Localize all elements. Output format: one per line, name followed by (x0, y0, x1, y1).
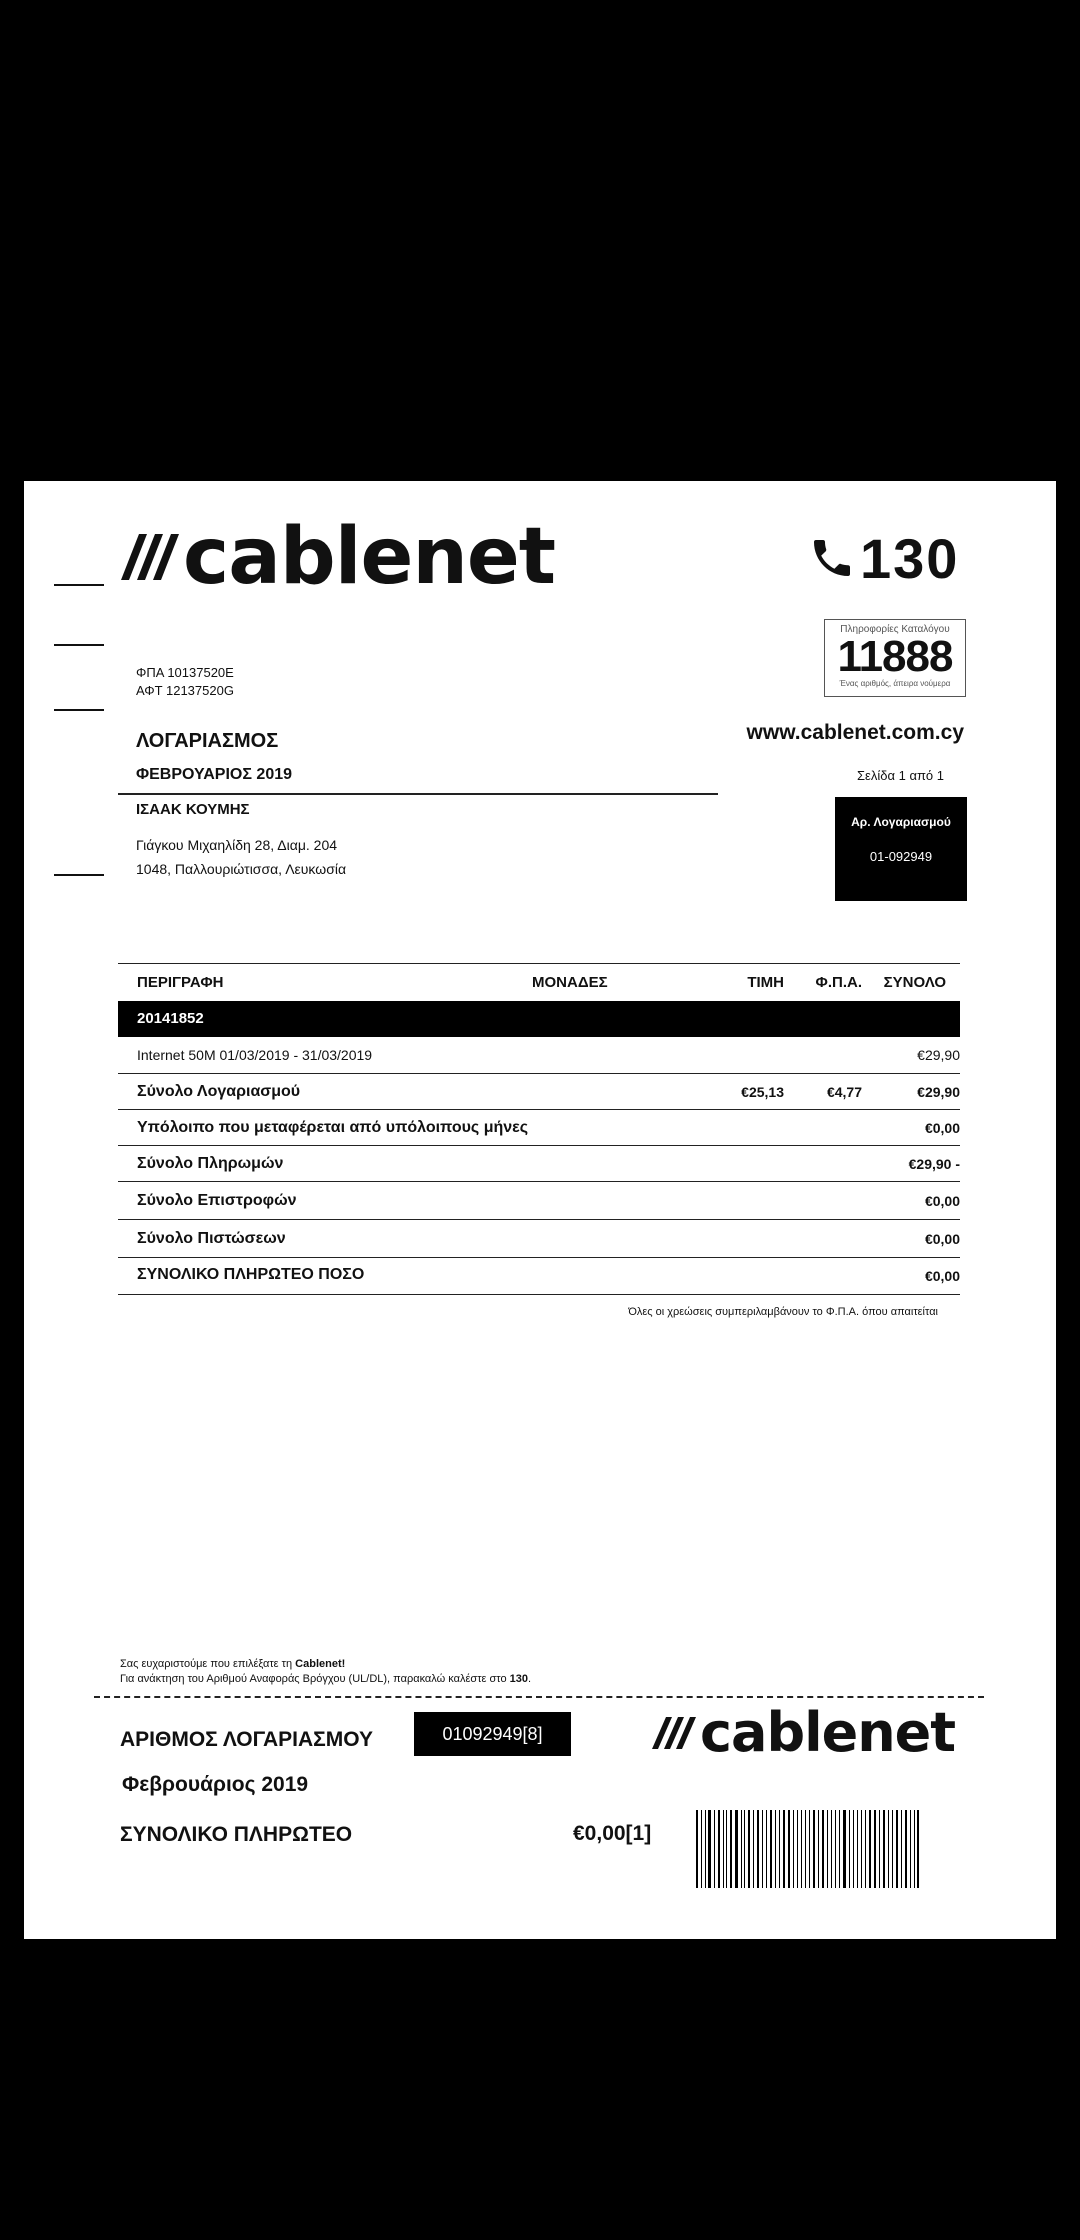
summary-row-payments: Σύνολο Πληρωμών €29,90 - (118, 1145, 960, 1182)
table-header: ΠΕΡΙΓΡΑΦΗ ΜΟΝΑΔΕΣ ΤΙΜΗ Φ.Π.Α. ΣΥΝΟΛΟ (118, 963, 960, 1000)
cablenet-logo: cablenet (119, 517, 555, 597)
barcode-bar (809, 1810, 810, 1888)
barcode-bar (762, 1810, 763, 1888)
company-ids (136, 664, 234, 700)
vat-number: ΦΠΑ 10137520E (136, 665, 234, 680)
fold-mark (54, 874, 104, 876)
barcode-bar (917, 1810, 919, 1888)
barcode-bar (701, 1810, 702, 1888)
barcode-bar (888, 1810, 889, 1888)
barcode-bar (753, 1810, 754, 1888)
barcode-bar (869, 1810, 871, 1888)
summary-row-carried-balance: Υπόλοιπο που μεταφέρεται από υπόλοιπους μήνες €0,00 (118, 1109, 960, 1146)
invoice-title: ΛΟΓΑΡΙΑΣΜΟΣ (136, 730, 279, 752)
logo-slashes-icon (650, 1715, 696, 1751)
barcode-bar (892, 1810, 893, 1888)
barcode-bar (879, 1810, 880, 1888)
barcode-bar (726, 1810, 727, 1888)
summary-row-credits: Σύνολο Πιστώσεων €0,00 (118, 1219, 960, 1258)
barcode-bar (730, 1810, 732, 1888)
payment-barcode (696, 1810, 922, 1888)
summary-row-account-total: Σύνολο Λογαριασμού €25,13 €4,77 €29,90 (118, 1073, 960, 1110)
page-info: Σελίδα 1 από 1 (857, 768, 944, 783)
account-number-box: Αρ. Λογαριασμού 01-092949 (835, 797, 967, 901)
invoice-page (24, 481, 1056, 1939)
barcode-bar (827, 1810, 828, 1888)
barcode-bar (839, 1810, 840, 1888)
barcode-bar (835, 1810, 837, 1888)
barcode-bar (896, 1810, 899, 1888)
slip-total-label: ΣΥΝΟΛΙΚΟ ΠΛΗΡΩΤΕΟ (120, 1823, 353, 1846)
barcode-bar (748, 1810, 750, 1888)
barcode-bar (843, 1810, 846, 1888)
cut-line (94, 1696, 984, 1698)
barcode-bar (849, 1810, 850, 1888)
barcode-bar (714, 1810, 715, 1888)
barcode-bar (857, 1810, 859, 1888)
barcode-bar (741, 1810, 742, 1888)
slip-account-label: ΑΡΙΘΜΟΣ ΛΟΓΑΡΙΑΣΜΟΥ (120, 1728, 373, 1751)
barcode-bar (905, 1810, 907, 1888)
barcode-bar (861, 1810, 862, 1888)
barcode-bar (818, 1810, 819, 1888)
barcode-bar (779, 1810, 780, 1888)
barcode-bar (735, 1810, 738, 1888)
fold-mark (54, 584, 104, 586)
phone-icon (808, 529, 856, 587)
support-phone: 130 (808, 523, 959, 593)
barcode-bar (805, 1810, 806, 1888)
barcode-bar (822, 1810, 824, 1888)
barcode-bar (708, 1810, 711, 1888)
barcode-bar (901, 1810, 902, 1888)
account-group-row: 20141852 (118, 1001, 960, 1037)
barcode-bar (757, 1810, 760, 1888)
barcode-bar (696, 1810, 698, 1888)
barcode-bar (766, 1810, 767, 1888)
website-link[interactable]: www.cablenet.com.cy (746, 721, 964, 744)
fold-mark (54, 644, 104, 646)
barcode-bar (783, 1810, 786, 1888)
barcode-bar (723, 1810, 724, 1888)
barcode-bar (914, 1810, 915, 1888)
barcode-bar (793, 1810, 794, 1888)
tax-id: ΑΦΤ 12137520G (136, 683, 234, 698)
customer-name: ΙΣΑΑΚ ΚΟΥΜΗΣ (136, 801, 250, 818)
thank-you-note: Σας ευχαριστούμε που επιλέξατε τη Cablenet! Για ανάκτηση του Αριθμού Αναφοράς Βρόγχου (UL/DL), παρακαλώ καλέστε στο 130. (120, 1658, 532, 1685)
barcode-bar (770, 1810, 772, 1888)
fold-mark (54, 709, 104, 711)
barcode-bar (801, 1810, 803, 1888)
logo-slashes-icon (119, 532, 179, 582)
barcode-bar (874, 1810, 877, 1888)
vat-footnote: Όλες οι χρεώσεις συμπεριλαμβάνουν το Φ.Π.Α. όπου απαιτείται (628, 1306, 938, 1318)
summary-row-refunds: Σύνολο Επιστροφών €0,00 (118, 1181, 960, 1220)
slip-total-amount: €0,00[1] (573, 1822, 652, 1845)
table-row: Internet 50M 01/03/2019 - 31/03/2019 €29,90 (137, 1047, 960, 1063)
customer-address: Γιάγκου Μιχαηλίδη 28, Διαμ. 204 1048, Παλλουριώτισσα, Λευκωσία (136, 837, 347, 877)
barcode-bar (865, 1810, 866, 1888)
barcode-bar (831, 1810, 832, 1888)
barcode-bar (910, 1810, 911, 1888)
barcode-bar (744, 1810, 745, 1888)
barcode-bar (705, 1810, 706, 1888)
charges-table (118, 963, 960, 1299)
cablenet-logo-slip: cablenet (650, 1701, 955, 1765)
summary-row-grand-total: ΣΥΝΟΛΙΚΟ ΠΛΗΡΩΤΕΟ ΠΟΣΟ €0,00 (118, 1257, 960, 1295)
barcode-bar (813, 1810, 816, 1888)
slip-account-number: 01092949[8] (414, 1712, 571, 1756)
barcode-bar (853, 1810, 854, 1888)
barcode-bar (883, 1810, 885, 1888)
slip-period: Φεβρουάριος 2019 (122, 1773, 309, 1796)
invoice-period: ΦΕΒΡΟΥΑΡΙΟΣ 2019 (136, 766, 293, 783)
barcode-bar (788, 1810, 790, 1888)
directory-badge: Πληροφορίες Καταλόγου 11888 Ένας αριθμός, άπειρα νούμερα (824, 619, 966, 697)
barcode-bar (718, 1810, 720, 1888)
barcode-bar (797, 1810, 798, 1888)
divider (118, 793, 718, 795)
barcode-bar (775, 1810, 776, 1888)
